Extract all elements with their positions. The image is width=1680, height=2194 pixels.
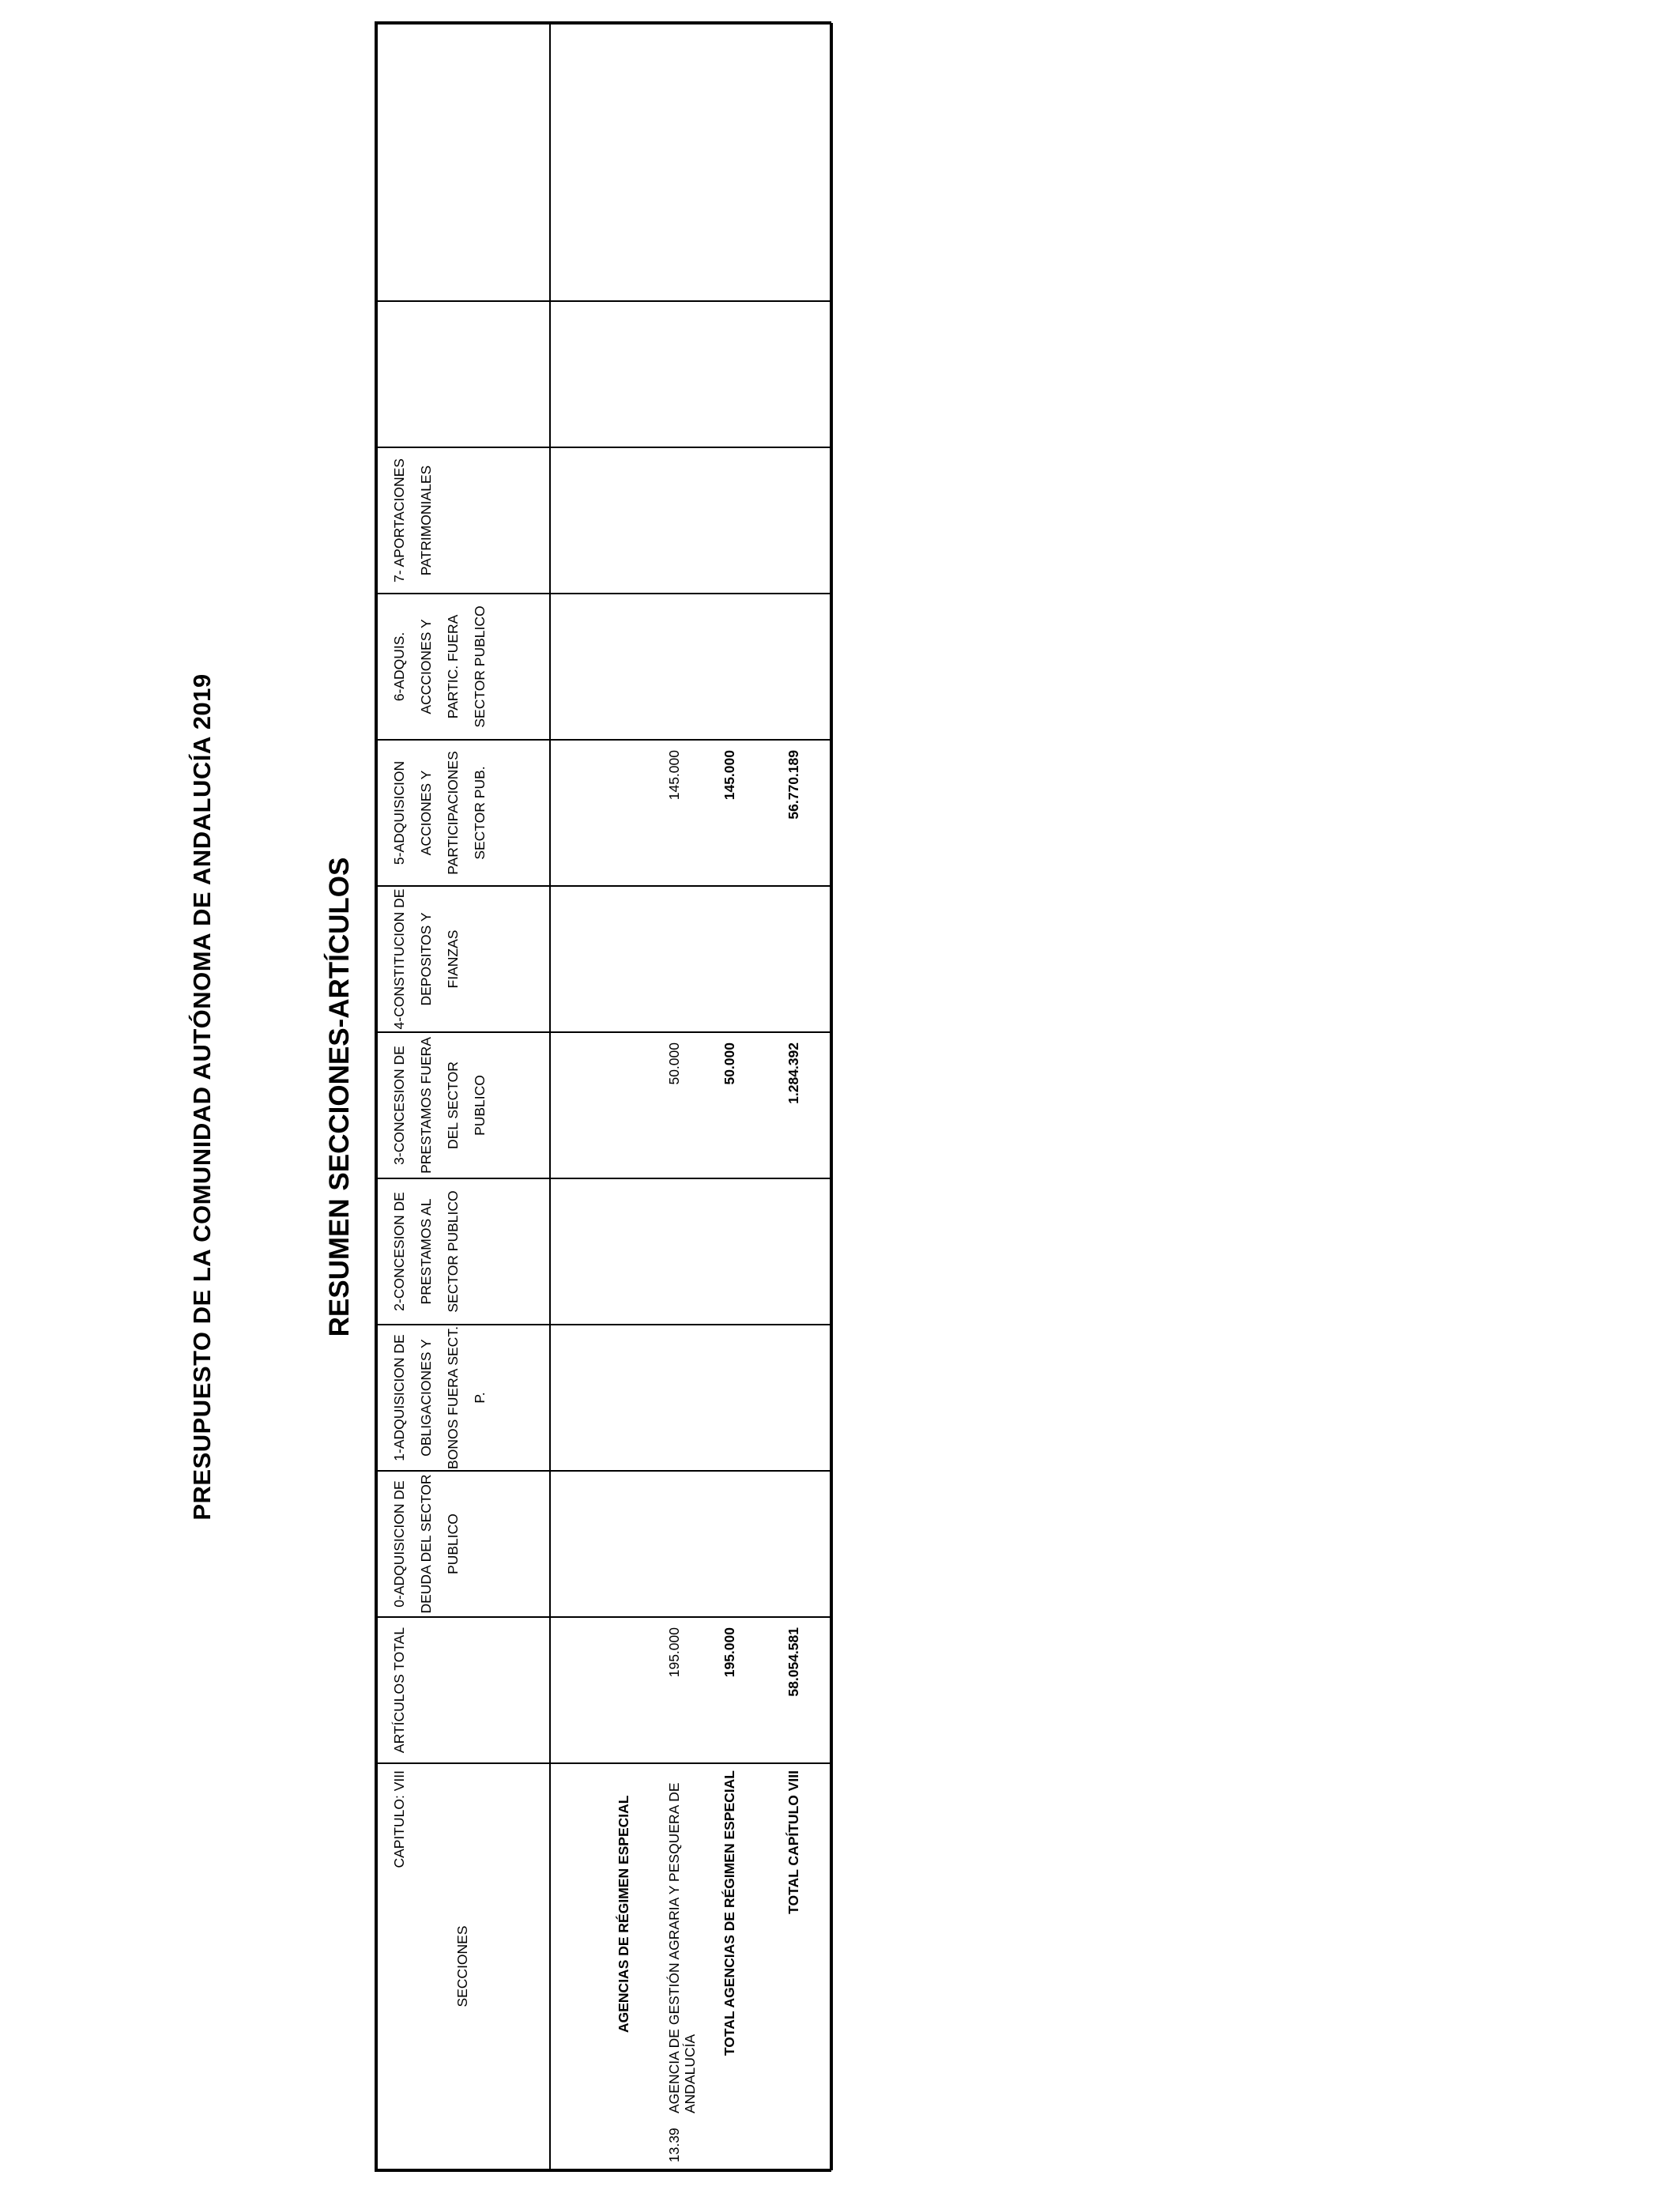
header-col-4: 4-CONSTITUCION DE DEPOSITOS Y FIANZAS <box>377 886 550 1032</box>
row-name-line-2: ANDALUCÍA <box>682 2034 698 2113</box>
page-subtitle: RESUMEN SECCIONES-ARTÍCULOS <box>324 857 355 1337</box>
header-col-total: ARTÍCULOS TOTAL <box>377 1617 550 1763</box>
row-code: 13.39 <box>666 2128 682 2162</box>
header-col-empty-2 <box>377 24 550 301</box>
sections-label: SECCIONES <box>454 1925 470 2007</box>
row-value-total: 195.000 <box>666 1627 682 1678</box>
col-3-values-cell <box>550 1032 832 1178</box>
grand-total-value-col-3: 1.284.392 <box>785 1042 801 1104</box>
subtotal-value-col-3: 50.000 <box>721 1042 737 1085</box>
header-col-0: 0-ADQUISICION DE DEUDA DEL SECTOR PUBLICO <box>377 1471 550 1617</box>
header-col-empty-1 <box>377 301 550 447</box>
summary-table <box>376 23 833 2170</box>
grand-total-value-total: 58.054.581 <box>785 1627 801 1697</box>
header-col-1: 1-ADQUISICION DE OBLIGACIONES Y BONOS FUERA SECT. P. <box>377 1325 550 1471</box>
row-name-line-1: AGENCIA DE GESTIÓN AGRARIA Y PESQUERA DE <box>666 1782 682 2113</box>
subtotal-label: TOTAL AGENCIAS DE RÉGIMEN ESPECIAL <box>721 1770 737 2056</box>
header-col-6: 6-ADQUIS. ACCCIONES Y PARTIC. FUERA SECTOR PUBLICO <box>377 594 550 740</box>
col-empty-1-values-cell <box>550 301 832 447</box>
col-4-values-cell <box>550 886 832 1032</box>
sections-cell <box>550 1763 832 2169</box>
subtotal-value-total: 195.000 <box>721 1627 737 1678</box>
row-value-col-5: 145.000 <box>666 750 682 801</box>
page-title: PRESUPUESTO DE LA COMUNIDAD AUTÓNOMA DE ANDALUCÍA 2019 <box>188 673 216 1521</box>
col-7-values-cell <box>550 447 832 594</box>
col-empty-2-values-cell <box>550 24 832 301</box>
total-values-cell <box>550 1617 832 1763</box>
chapter-label: CAPITULO: VIII <box>391 1770 407 1868</box>
header-col-2: 2-CONCESION DE PRESTAMOS AL SECTOR PUBLICO <box>377 1178 550 1325</box>
table-body-row <box>550 24 832 2169</box>
col-0-values-cell <box>550 1471 832 1617</box>
group-heading: AGENCIAS DE RÉGIMEN ESPECIAL <box>616 1795 631 2033</box>
row-value-col-3: 50.000 <box>666 1042 682 1085</box>
header-col-7: 7- APORTACIONES PATRIMONIALES <box>377 447 550 594</box>
table-header-row <box>377 24 550 2169</box>
col-2-values-cell <box>550 1178 832 1325</box>
grand-total-label: TOTAL CAPÍTULO VIII <box>785 1770 801 1914</box>
col-1-values-cell <box>550 1325 832 1471</box>
col-5-values-cell <box>550 740 832 886</box>
header-col-5: 5-ADQUISICION ACCIONES Y PARTICIPACIONES SECTOR PUB. <box>377 740 550 886</box>
header-sections-cell <box>377 1763 550 2169</box>
header-col-3: 3-CONCESION DE PRESTAMOS FUERA DEL SECTOR PUBLICO <box>377 1032 550 1178</box>
grand-total-value-col-5: 56.770.189 <box>785 750 801 820</box>
col-6-values-cell <box>550 594 832 740</box>
subtotal-value-col-5: 145.000 <box>721 750 737 801</box>
summary-table-container <box>375 21 831 2172</box>
